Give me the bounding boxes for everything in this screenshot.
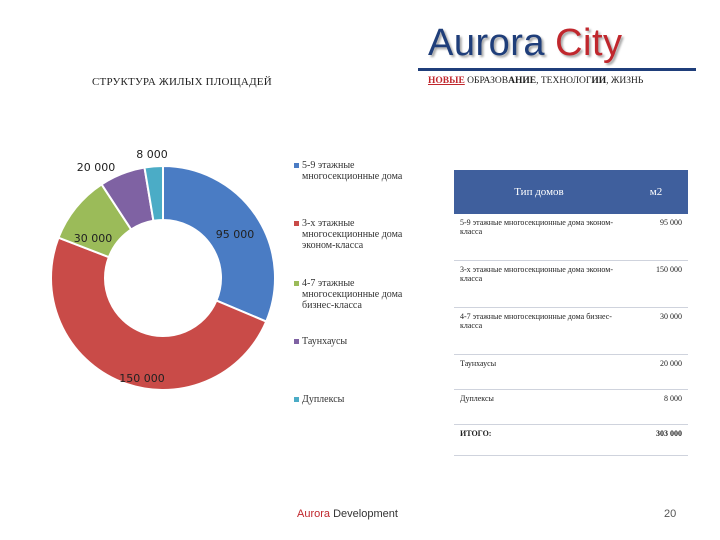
table-cell-value: 150 000 [624, 261, 688, 308]
table-header-row [454, 170, 688, 214]
page-number: 20 [664, 508, 677, 520]
table-cell-name: 5-9 этажные многосекционные дома эконом-класса [454, 214, 624, 261]
data-label-2: 150 000 [119, 372, 165, 385]
table-cell-name: Дуплексы [454, 390, 624, 425]
tagline-part3: АНИЕ [508, 76, 537, 86]
legend-item-5 [302, 394, 414, 405]
data-label-1: 95 000 [215, 228, 255, 241]
tagline-part2: ОБРАЗОВ [464, 76, 509, 86]
legend-label-3: 4-7 этажные многосекционные дома бизнес-класса [302, 278, 403, 311]
table-total-label: ИТОГО: [454, 425, 624, 456]
table-cell-value: 95 000 [624, 214, 688, 261]
table-row [454, 214, 688, 261]
legend-item-4 [302, 336, 414, 347]
data-label-3: 30 000 [73, 232, 113, 245]
legend-label-4: Таунхаусы [302, 336, 348, 347]
tagline-part4: , ТЕХНОЛОГ [536, 76, 592, 86]
brand-word-aurora: Aurora [428, 22, 546, 64]
tagline-part5: ИИ [591, 76, 607, 86]
legend-label-5: Дуплексы [302, 394, 345, 405]
table-cell-value: 30 000 [624, 308, 688, 355]
tagline-part6: , ЖИЗНЬ [606, 76, 644, 86]
footer-brand-rest: Development [330, 508, 398, 520]
table-cell-name: 3-х этажные многосекционные дома эконом-класса [454, 261, 624, 308]
table-cell-value: 20 000 [624, 355, 688, 390]
legend-item-1 [302, 160, 414, 182]
table-header-type: Тип домов [454, 170, 624, 214]
data-label-5: 8 000 [136, 148, 168, 161]
brand-word-city: City [555, 22, 623, 64]
table-total-value: 303 000 [624, 425, 688, 456]
legend-item-3 [302, 278, 414, 311]
tagline-part1: НОВЫЕ [428, 76, 465, 86]
footer-brand [297, 508, 398, 520]
table-row [454, 355, 688, 390]
legend-swatch-2 [294, 221, 299, 226]
legend-item-2 [302, 218, 414, 251]
table-cell-name: 4-7 этажные многосекционные дома бизнес-класса [454, 308, 624, 355]
legend-swatch-1 [294, 163, 299, 168]
legend-label-2: 3-х этажные многосекционные дома эконом-класса [302, 218, 403, 251]
legend-label-1: 5-9 этажные многосекционные дома [302, 160, 403, 182]
table-header-m2: м2 [624, 170, 688, 214]
section-title: СТРУКТУРА ЖИЛЫХ ПЛОЩАДЕЙ [92, 76, 272, 88]
table-cell-name: Таунхаусы [454, 355, 624, 390]
table-total-row [454, 425, 688, 456]
table-cell-value: 8 000 [624, 390, 688, 425]
area-table [454, 170, 688, 456]
table-row [454, 261, 688, 308]
footer-brand-red: Aurora [297, 508, 331, 520]
table-row [454, 308, 688, 355]
table-row [454, 390, 688, 425]
legend-swatch-5 [294, 397, 299, 402]
data-label-4: 20 000 [76, 161, 116, 174]
legend-swatch-3 [294, 281, 299, 286]
legend-swatch-4 [294, 339, 299, 344]
donut-slice-1 [163, 166, 275, 322]
